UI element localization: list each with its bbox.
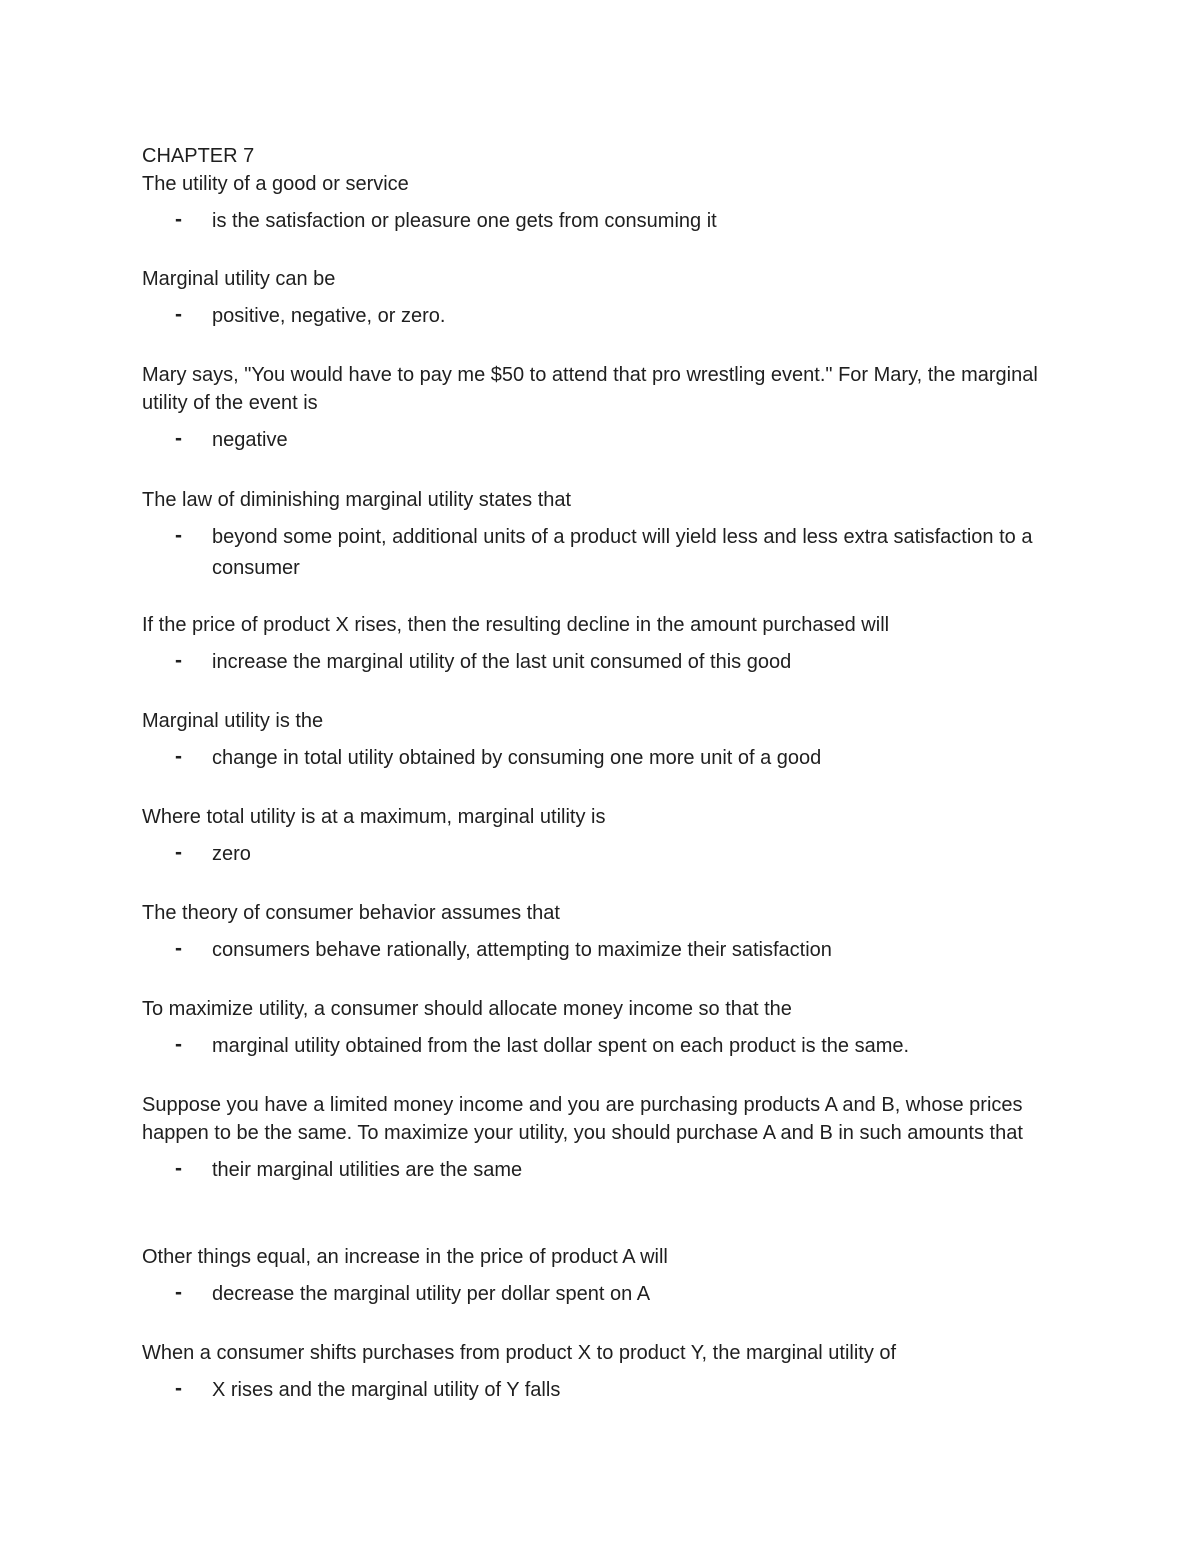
- answer-bullet: [142, 1279, 1062, 1310]
- qa-item-9: [142, 995, 1062, 1062]
- qa-item-7: [142, 803, 1062, 870]
- answer-text: their marginal utilities are the same: [212, 1159, 523, 1181]
- qa-item-1: [142, 170, 1062, 237]
- qa-item-4: [142, 486, 1062, 584]
- dash-bullet-icon: -: [175, 1281, 182, 1304]
- dash-bullet-icon: -: [175, 649, 182, 672]
- dash-bullet-icon: -: [175, 937, 182, 960]
- qa-item-10: [142, 1091, 1062, 1186]
- question-text: Where total utility is at a maximum, marginal utility is: [142, 806, 606, 828]
- answer-text: X rises and the marginal utility of Y falls: [212, 1379, 561, 1401]
- answer-bullet: [142, 1155, 1062, 1186]
- answer-bullet: [142, 301, 1062, 332]
- answer-bullet: [142, 935, 1062, 966]
- answer-bullet: [142, 743, 1062, 774]
- qa-item-2: [142, 265, 1062, 332]
- answer-bullet: [142, 206, 1062, 237]
- question-text: The theory of consumer behavior assumes that: [142, 902, 560, 924]
- answer-text: decrease the marginal utility per dollar spent on A: [212, 1283, 651, 1305]
- question-text: Suppose you have a limited money income and you are purchasing products A and B, whose prices happen to be the same. To maximize your utility, you should purchase A and B in such amounts that: [142, 1094, 1023, 1144]
- question-text: When a consumer shifts purchases from product X to product Y, the marginal utility of: [142, 1342, 897, 1364]
- dash-bullet-icon: -: [175, 1157, 182, 1180]
- answer-bullet: [142, 647, 1062, 678]
- question-text: Marginal utility is the: [142, 710, 324, 732]
- dash-bullet-icon: -: [175, 841, 182, 864]
- dash-bullet-icon: -: [175, 1377, 182, 1400]
- question-text: If the price of product X rises, then the resulting decline in the amount purchased will: [142, 614, 890, 636]
- question-text: The utility of a good or service: [142, 173, 409, 195]
- qa-item-6: [142, 707, 1062, 774]
- dash-bullet-icon: -: [175, 208, 182, 231]
- chapter-title: CHAPTER 7: [142, 145, 255, 167]
- answer-bullet: [142, 1031, 1062, 1062]
- answer-text: negative: [212, 429, 288, 451]
- dash-bullet-icon: -: [175, 303, 182, 326]
- answer-bullet: [142, 522, 1062, 584]
- answer-text: consumers behave rationally, attempting to maximize their satisfaction: [212, 939, 832, 961]
- question-text: Marginal utility can be: [142, 268, 336, 290]
- qa-item-3: [142, 361, 1062, 456]
- answer-text: is the satisfaction or pleasure one gets from consuming it: [212, 210, 717, 232]
- answer-text: increase the marginal utility of the last unit consumed of this good: [212, 651, 792, 673]
- question-text: The law of diminishing marginal utility states that: [142, 489, 572, 511]
- dash-bullet-icon: -: [175, 427, 182, 450]
- question-text: To maximize utility, a consumer should allocate money income so that the: [142, 998, 792, 1020]
- answer-bullet: [142, 425, 1062, 456]
- answer-text: change in total utility obtained by consuming one more unit of a good: [212, 747, 822, 769]
- answer-text: zero: [212, 843, 251, 865]
- answer-text: beyond some point, additional units of a product will yield less and less extra satisfaction to a consumer: [212, 526, 1033, 579]
- dash-bullet-icon: -: [175, 745, 182, 768]
- answer-bullet: [142, 839, 1062, 870]
- qa-item-12: [142, 1339, 1062, 1406]
- answer-text: positive, negative, or zero.: [212, 305, 446, 327]
- qa-item-8: [142, 899, 1062, 966]
- answer-bullet: [142, 1375, 1062, 1406]
- qa-item-11: [142, 1243, 1062, 1310]
- question-text: Other things equal, an increase in the price of product A will: [142, 1246, 668, 1268]
- dash-bullet-icon: -: [175, 524, 182, 547]
- dash-bullet-icon: -: [175, 1033, 182, 1056]
- question-text: Mary says, "You would have to pay me $50 to attend that pro wrestling event." For Mary, the marginal utility of the event is: [142, 364, 1038, 414]
- answer-text: marginal utility obtained from the last dollar spent on each product is the same.: [212, 1035, 910, 1057]
- qa-item-5: [142, 611, 1062, 678]
